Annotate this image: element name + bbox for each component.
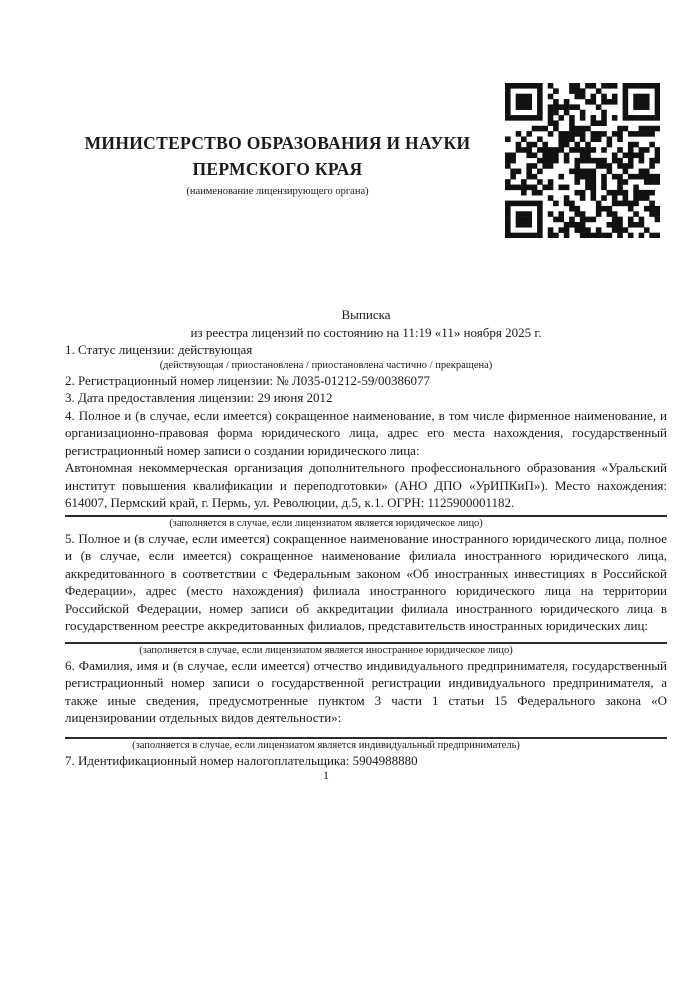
legal-entity-question: 4. Полное и (в случае, если имеется) сокращенное наименование, в том числе фирменное наименование, и организационно-правовая форма юридического лица, адрес его места нахождения, государственный регистрационный номер записи о создании юридического лица: [65,407,667,458]
document-body [65,0,667,782]
ministry-name-line2: ПЕРМСКОГО КРАЯ [192,159,363,179]
license-grant-date-line: 3. Дата предоставления лицензии: 29 июня 2012 [65,390,333,405]
status-options-caption: (действующая / приостановлена / приостановлена частично / прекращена) [159,359,493,371]
licensing-authority-caption: (наименование лицензирующего органа) [186,186,369,197]
license-number-line: 2. Регистрационный номер лицензии: № Л035-01212-59/00386077 [65,372,431,388]
ministry-name-line1: МИНИСТЕРСТВО ОБРАЗОВАНИЯ И НАУКИ [84,133,471,153]
legal-entity-caption: (заполняется в случае, если лицензиатом является юридическое лицо) [169,517,483,529]
legal-entity-answer: Автономная некоммерческая организация дополнительного профессионального образования «Уральский институт повышения квалификации и переподготовки» (АНО ДПО «УрИПКиП»). Место нахождения: 614007, Пермский край, г. Пермь, ул. Революции, д.5, к.1. ОГРН: 1125900001182. [65,460,667,510]
document-title-date-line: из реестра лицензий по состоянию на 11:19 «11» ноября 2025 г. [190,324,542,340]
foreign-entity-question: 5. Полное и (в случае, если имеется) сокращенное наименование иностранного юридического лица, полное и (в случае, если имеется) сокращенное наименование филиала иностранного юридического лица, аккредитованного в соответствии с Федеральным законом «Об иностранных инвестициях в Российской Федерации», адрес (место нахождения) филиала иностранного юридического лица на территории Российской Федерации, номер записи об аккредитации филиала иностранного юридического лица в государственном реестре аккредитованных филиалов, представительств иностранных юридических лиц: [65,530,667,633]
entrepreneur-caption: (заполняется в случае, если лицензиатом является индивидуальный предприниматель) [132,739,520,751]
entrepreneur-question: 6. Фамилия, имя и (в случае, если имеется) отчество индивидуального предпринимателя, государственный регистрационный номер записи о государственной регистрации индивидуального предпринимателя, а также иные сведения, предусмотренные пунктом 3 части 1 статьи 15 Федерального закона «О лицензировании отдельных видов деятельности»: [65,657,667,725]
foreign-entity-caption: (заполняется в случае, если лицензиатом является иностранное юридическое лицо) [139,644,513,656]
document-title: Выписка [341,307,391,322]
taxpayer-id-line: 7. Идентификационный номер налогоплательщика: 5904988880 [65,752,418,768]
page-number: 1 [323,768,329,782]
license-status-line: 1. Статус лицензии: действующая [65,342,253,357]
